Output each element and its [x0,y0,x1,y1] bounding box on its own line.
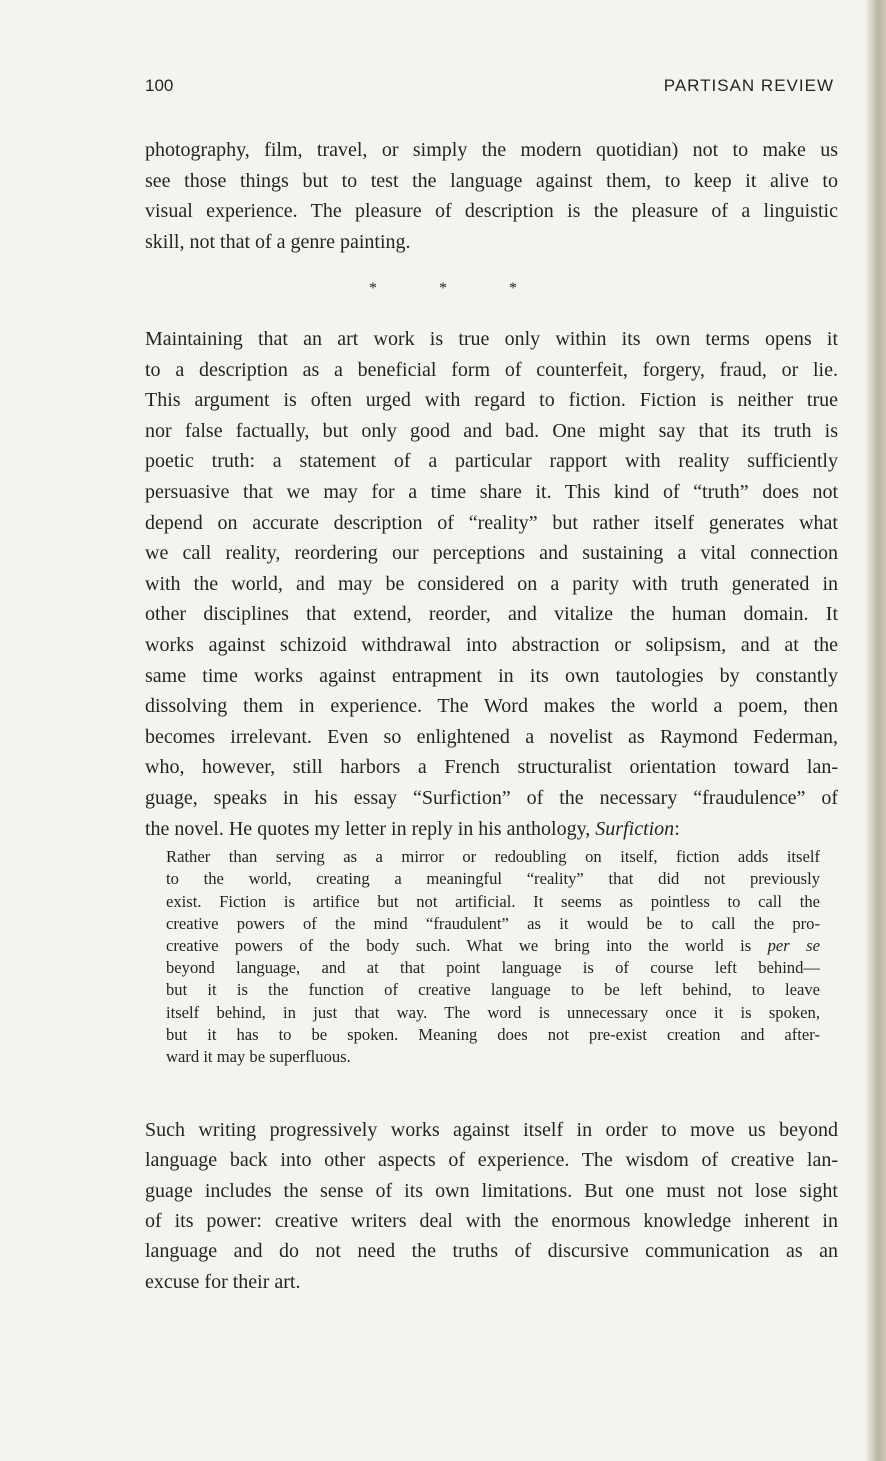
text-line [145,816,838,842]
quote-line: exist. Fiction is artifice but not artificial. It seems as pointless to call the [166,891,820,911]
text-run: : [674,818,680,840]
text-line: who, however, still harbors a French structuralist orientation toward lan- [145,756,838,779]
text-line: of its power: creative writers deal with the enormous knowledge inherent in [145,1209,838,1232]
text-line: works against schizoid withdrawal into abstraction or solipsism, and at the [145,634,838,656]
text-line: This argument is often urged with regard to fiction. Fiction is neither true [145,389,838,412]
text-line: guage includes the sense of its own limitations. But one must not lose sight [145,1179,838,1202]
quote-line: to the world, creating a meaningful “reality” that did not previously [166,869,820,889]
text-line: skill, not that of a genre painting. [145,230,411,253]
quote-line: Rather than serving as a mirror or redoubling on itself, fiction adds itself [166,847,820,866]
star-icon: * [509,280,517,297]
section-separator [0,280,886,298]
page-number: 100 [145,76,174,95]
text-line: poetic truth: a statement of a particular rapport with reality sufficiently [145,450,838,473]
text-line: guage, speaks in his essay “Surfiction” of the necessary “fraudulence” of [145,787,838,809]
quote-line: but it is the function of creative language to be left behind, to leave [166,980,820,1000]
text-line: language and do not need the truths of discursive communication as an [145,1240,838,1263]
text-line: Such writing progressively works against itself in order to move us beyond [145,1119,838,1141]
italic-title: Surfiction [595,818,675,840]
text-line: becomes irrelevant. Even so enlightened a novelist as Raymond Federman, [145,725,838,748]
italic-phrase: per se [767,936,820,955]
quote-line: creative powers of the mind “fraudulent” as it would be to call the pro- [166,913,820,933]
text-line: Maintaining that an art work is true only within its own terms opens it [145,328,838,350]
quote-line [166,935,820,957]
quote-line: ward it may be superfluous. [166,1047,351,1067]
text-line: nor false factually, but only good and bad. One might say that its truth is [145,419,838,442]
text-line: photography, film, travel, or simply the modern quotidian) not to make us [145,139,838,161]
text-line: to a description as a beneficial form of counterfeit, forgery, fraud, or lie. [145,358,838,381]
text-line: visual experience. The pleasure of description is the pleasure of a linguistic [145,200,838,222]
quote-line: beyond language, and at that point language is of course left behind— [166,958,820,977]
text-line: excuse for their art. [145,1270,301,1293]
page-edge-shadow [866,0,886,1461]
star-icon: * [369,280,377,297]
text-line: persuasive that we may for a time share it. This kind of “truth” does not [145,481,838,503]
text-line: dissolving them in experience. The Word makes the world a poem, then [145,695,838,718]
quote-line: itself behind, in just that way. The word is unnecessary once it is spoken, [166,1002,820,1022]
text-line: with the world, and may be considered on a parity with truth generated in [145,572,838,595]
text-line: depend on accurate description of “reality” but rather itself generates what [145,511,838,534]
text-line: see those things but to test the language against them, to keep it alive to [145,169,838,192]
text-run: the novel. He quotes my letter in reply in his anthology, [145,818,596,840]
text-line: language back into other aspects of experience. The wisdom of creative lan- [145,1149,838,1172]
text-line: we call reality, reordering our perceptions and sustaining a vital connection [145,542,838,565]
star-icon: * [439,280,447,297]
text-line: other disciplines that extend, reorder, and vitalize the human domain. It [145,603,838,626]
text-run: creative powers of the body such. What we bring into the world is [166,936,768,955]
quote-line: but it has to be spoken. Meaning does not pre-exist creation and after- [166,1024,820,1044]
running-head: PARTISAN REVIEW [663,76,834,95]
text-line: same time works against entrapment in its own tautologies by constantly [145,664,838,687]
